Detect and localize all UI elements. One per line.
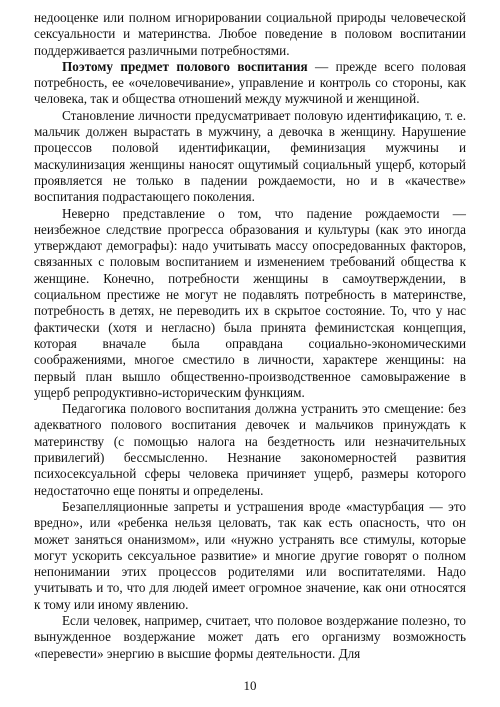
paragraph-2-text: — прежде всего половая потребность, ее «очеловечивание», управление и контроль со стороны, как человека, так и общества отношений между мужчиной и женщиной. xyxy=(34,58,466,107)
paragraph-3 xyxy=(34,108,466,206)
paragraph-1-text: недооценке или полном игнорировании социальной природы человеческой сексуальности и материнства. Любое поведение в половом воспитании поддерживается различными потребностями. xyxy=(34,10,466,58)
paragraph-5 xyxy=(34,401,466,499)
paragraph-2-lead: Поэтому предмет полового воспитания xyxy=(62,58,308,74)
paragraph-4-text: Неверно представление о том, что падение рождаемости — неизбежное следствие прогресса образования и культуры (как это иногда утверждают демографы): надо учитывать массу опосредованных факторов, связанных с половым воспитанием и изменением требований общества к женщине. Конечно, потребности женщины в самоутверждении, в социальном престиже не могут не подавлять потребность в материнстве, потребность в детях, не переводить их в скрытое состояние. То, что у нас фактически (хотя и негласно) была принята феминистская концепция, которая вначале была оправдана социально-экономическими соображениями, многое сместило в личности, характере женщины: на первый план вышло общественно-производственное самовыражение в ущерб репродуктивно-историческим функциям. xyxy=(34,205,466,400)
paragraph-4 xyxy=(34,206,466,402)
paragraph-6-text: Безапелляционные запреты и устрашения вроде «мастурбация — это вредно», или «ребенка нельзя целовать, так как есть опасность, что он может заняться онанизмом», или «нужно устранять все стимулы, которые могут ускорить сексуальное развитие» и многие другие говорят о полном непонимании этих процессов родителями или воспитателями. Надо учитывать и то, что для людей имеет огромное значение, как они относятся к тому или иному явлению. xyxy=(34,498,466,612)
paragraph-3-text: Становление личности предусматривает половую идентификацию, т. е. мальчик должен вырастать в мужчину, а девочка в женщину. Нарушение процессов половой идентификации, феминизация мужчины и маскулинизация женщины наносят ощутимый социальный ущерб, который проявляется не только в падении рождаемости, но и в «качестве» воспитания подрастающего поколения. xyxy=(34,107,466,205)
paragraph-5-text: Педагогика полового воспитания должна устранить это смещение: без адекватного полового воспитания девочек и мальчиков принуждать к материнству (с помощью налога на бездетность или незначительных привилегий) бессмысленно. Незнание закономерностей развития психосексуальной сферы человека причиняет ущерб, размеры которого недостаточно еще поняты и определены. xyxy=(34,401,466,498)
paragraph-2 xyxy=(34,59,466,108)
paragraph-1 xyxy=(34,10,466,59)
paragraph-7-text: Если человек, например, считает, что половое воздержание полезно, то вынужденное воздержание может дать его организму возможность «перевести» энергию в высшие формы деятельности. Для xyxy=(34,612,466,661)
paragraph-6 xyxy=(34,499,466,613)
page-number: 10 xyxy=(243,678,257,693)
paragraph-7 xyxy=(34,613,466,662)
